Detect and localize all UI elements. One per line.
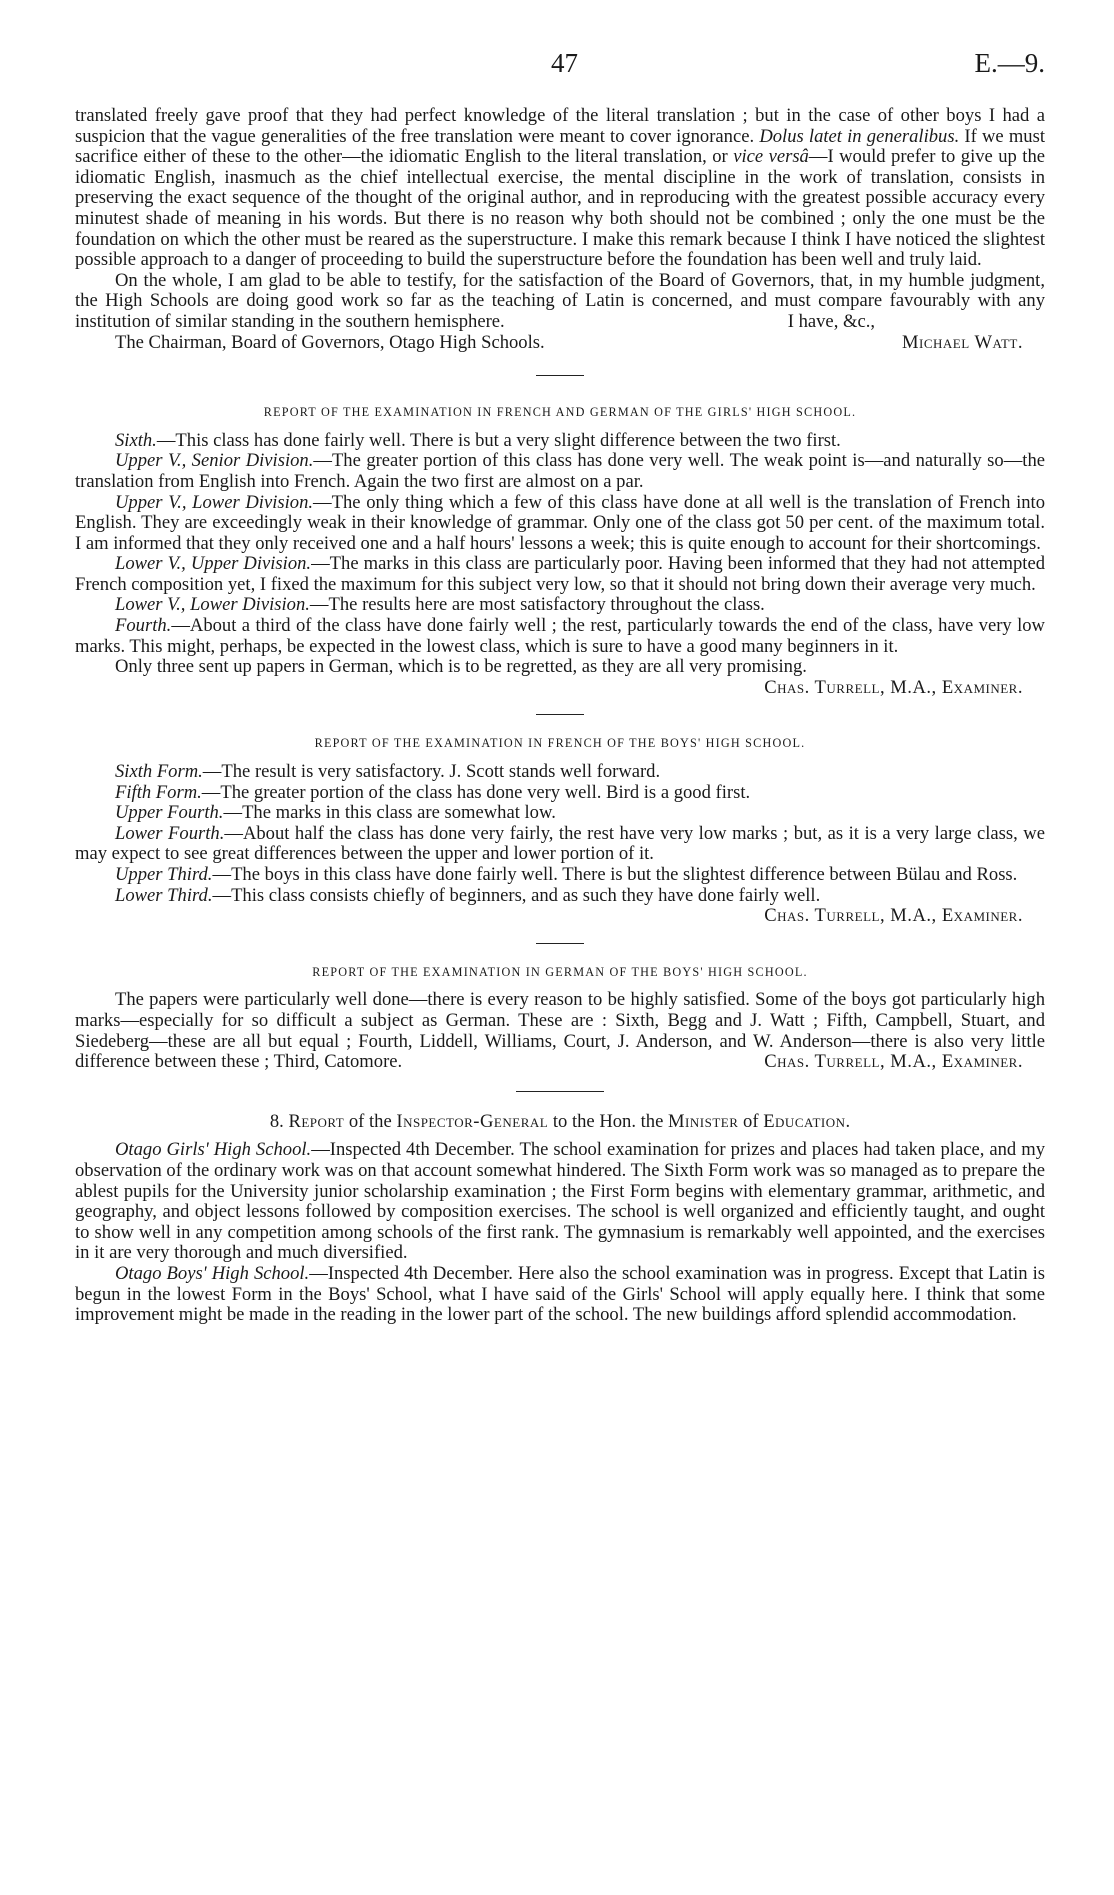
page-number: 47 — [551, 48, 578, 78]
signature-michael-watt: Michael Watt. — [901, 331, 1023, 353]
signature-turrell: Chas. Turrell, M.A., Examiner. — [764, 676, 1023, 698]
boys-french-heading: REPORT OF THE EXAMINATION IN FRENCH OF THE BOYS' HIGH SCHOOL. — [314, 736, 806, 751]
i-have-line: I have, &c., — [787, 310, 875, 332]
section-divider — [516, 1091, 604, 1092]
report-item: Fifth Form.—The greater portion of the class has done very well. Bird is a good first. — [115, 781, 751, 803]
section-divider — [536, 943, 584, 944]
document-page — [75, 48, 1045, 1326]
signature-turrell: Chas. Turrell, M.A., Examiner. — [764, 905, 1023, 927]
boys-school-inspection: Otago Boys' High School.—Inspected 4th December. Here also the school examination was in progress. Except that Latin is begun in the lowest Form in the Boys' School, what I have said of the Girls' School will apply equally here. I think that some improvement might be made in the reading in the lower part of the school. The new buildings afford splendid accommodation. — [75, 1262, 1045, 1326]
series-number: E.—9. — [974, 48, 1045, 78]
report-item: Sixth Form.—The result is very satisfactory. J. Scott stands well forward. — [115, 761, 661, 783]
report-item: Fourth.—About a third of the class have done fairly well ; the rest, particularly towards the end of the class, have very low marks. This might, perhaps, be expected in the lowest class, which is sure to have a good many beginners in it. — [75, 615, 1045, 657]
signature-turrell: Chas. Turrell, M.A., Examiner. — [764, 1051, 1023, 1073]
inspector-heading: 8. Report of the Inspector-General to the Hon. the Minister of Education. — [269, 1110, 851, 1132]
latin-report-paragraph: translated freely gave proof that they had perfect knowledge of the literal translation ; but in the case of other boys I had a suspicion that the vague generalities of the free translation were meant to cover ignorance. Dolus latet in generalibus. If we must sacrifice either of these to the other—the idiomatic English to the literal translation, or vice versâ—I would prefer to give up the idiomatic English, inasmuch as the chief intellectual exercise, the mental discipline in the work of translation, consists in preserving the exact sequence of the thought of the original author, and in reproducing with the greatest possible accuracy every minutest shade of meaning in his words. But there is no reason why both should not be combined ; only the one must be the foundation on which the other must be reared as the superstructure. I make this remark because I think I have noticed the slightest possible approach to a danger of proceeding to build the superstructure before the foundation has been well and truly laid. — [75, 105, 1046, 271]
page-header — [75, 48, 1045, 106]
latin-report-conclusion: On the whole, I am glad to be able to testify, for the satisfaction of the Board of Governors, that, in my humble judgment, the High Schools are doing good work so far as the teaching of Latin is concerned, and must compare favourably with any institution of similar standing in the southern hemisphere. — [75, 269, 1045, 332]
report-item: Lower V., Lower Division.—The results here are most satisfactory throughout the class. — [115, 594, 765, 616]
report-item: Upper Third.—The boys in this class have done fairly well. There is but the slightest difference between Bülau and Ross. — [115, 864, 1018, 885]
german-report-paragraph: The papers were particularly well done—there is every reason to be highly satisfied. Some of the boys got particularly high marks—especially for so difficult a subject as German. These are : Sixth, Begg and J. Watt ; Fifth, Campbell, Stuart, and Siedeberg—these are all but equal ; Fourth, Liddell, Williams, Court, J. Anderson, and W. Anderson—there is also very little difference between these ; Third, Catomore. — [75, 989, 1045, 1073]
latin-phrase-vice-versa: vice versâ — [733, 146, 809, 168]
section-divider — [536, 375, 584, 376]
report-item: Lower V., Upper Division.—The marks in this class are particularly poor. Having been informed that they had not attempted French composition yet, I fixed the maximum for this subject very low, so that it should not bring down their average very much. — [75, 553, 1045, 595]
report-item: Sixth.—This class has done fairly well. There is but a very slight difference between the two first. — [115, 429, 841, 451]
report-item: Lower Fourth.—About half the class has done very fairly, the rest have very low marks ; but, as it is a very large class, we may expect to see great differences between the upper and lower portion of it. — [75, 822, 1045, 865]
report-item: Upper V., Senior Division.—The greater portion of this class has done very well. The weak point is—and naturally so—the translation from English into French. Again the two first are almost on a par. — [75, 450, 1045, 492]
addressee: The Chairman, Board of Governors, Otago High Schools. — [115, 331, 545, 353]
latin-phrase: Dolus latet in generalibus. — [759, 125, 960, 147]
report-item: Upper Fourth.—The marks in this class are somewhat low. — [115, 802, 556, 824]
section-divider — [536, 714, 584, 715]
boys-german-heading: REPORT OF THE EXAMINATION IN GERMAN OF THE BOYS' HIGH SCHOOL. — [312, 964, 808, 979]
girls-french-heading: REPORT OF THE EXAMINATION IN FRENCH AND GERMAN OF THE GIRLS' HIGH SCHOOL. — [263, 405, 857, 420]
addressee-line — [75, 333, 1045, 354]
girls-school-inspection: Otago Girls' High School.—Inspected 4th December. The school examination for prizes and places had taken place, and my observation of the ordinary work was on that account somewhat hindered. The Sixth Form work was so managed as to prepare the ablest pupils for the University junior scholarship examination ; the First Form begins with elementary grammar, arithmetic, and geography, and object lessons followed by composition exercises. The school is well organized and efficiently taught, and ought to show well in any competition among schools of the first rank. The gymnasium is remarkably well appointed, and the exercises in it are very thorough and much diversified. — [75, 1139, 1045, 1264]
german-note: Only three sent up papers in German, which is to be regretted, as they are all very promising. — [115, 656, 807, 678]
report-item: Lower Third.—This class consists chiefly of beginners, and as such they have done fairly well. — [115, 884, 821, 906]
report-item: Upper V., Lower Division.—The only thing which a few of this class have done at all well is the translation of French into English. They are exceedingly weak in their knowledge of grammar. Only one of the class got 50 per cent. of the maximum total. I am informed that they only received one and a half hours' lessons a week; this is quite enough to account for their shortcomings. — [75, 491, 1045, 554]
